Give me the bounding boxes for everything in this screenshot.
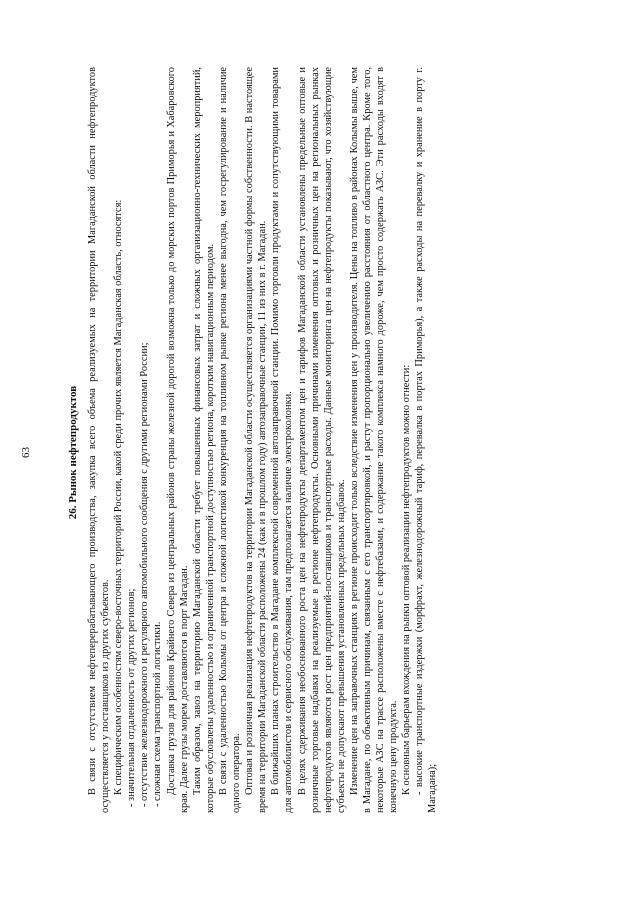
page-number: 63 [20,447,32,458]
paragraph: - высокие транспортные издержки (морфрахт, железнодорожный тариф, перевалка в портах Приморья), а также расходы на перевалку и хранение в порту г. Магадана); [414,67,439,813]
section-heading: 26. Рынок нефтепродуктов [67,385,79,520]
paragraph: К специфическим особенностям северо-восточных территорий России, какой среди прочих является Магаданская область, относятся: [113,199,125,795]
paragraph: Изменение цен на заправочных станциях в регионе происходит только вследствие изменения цен у производителя. Цены на топливо в районах Колымы выше, чем в Магадане, по объективным причинам, связанным с его транспортировкой, и растут пропорционально увеличению расстояния от областного центра. Кроме того, некоторые АЗС на трассе расположены вместе с нефтебазами, и содержание такого комплекса намного дороже, чем просто содержать АЗС. Эти расходы входят в конечную цену продукта. [348,67,400,813]
paragraph: К основным барьерам вхождения на рынки оптовой реализации нефтепродуктов можно отнести: [401,364,413,795]
list-item: - отсутствие железнодорожного и регулярного автомобильного сообщения с другими регионами России; [139,342,151,807]
paragraph: Доставка грузов для районов Крайнего Севера из центральных районов страны железной дорогой возможна только до морских портов Приморья и Хабаровского края. Далее грузы морем доставляются в порт Магадан. [165,67,190,813]
document-body [86,67,440,813]
paragraph: В ближайших планах строительство в Магадане комплексной современной автозаправочной станции. Помимо торговли продуктами и сопутствующими товарами для автомобилистов и сервисного обслуживания, там предполагается наличие электроколонки. [270,67,295,813]
paragraph: В связи с отсутствием нефтеперерабатывающего производства, закупка всего объема реализуемых на территории Магаданской области нефтепродуктов осуществляется у поставщиков из других субъектов. [87,67,112,813]
paragraph: В связи с удаленностью Колымы от центра и сложной логистикой конкуренция на топливном рынке региона менее выгодна, чем госрегулирование и наличие одного оператора. [217,67,243,813]
list-item: - сложная схема транспортной логистики. [152,621,164,807]
paragraph: Оптовая и розничная реализация нефтепродуктов на территории Магаданской области осуществляется организациями частной формы собственности. В настоящее время на территории Магаданской области расположены 24 (как и в прошлом году) автозаправочные станции, 11 из них в г. Магадан. [244,67,269,813]
paragraph: В целях сдерживания необоснованного роста цен на нефтепродукты департаментом цен и тарифов Магаданской области установлены предельные оптовые и розничные торговые надбавки на реализуемые в регионе нефтепродукты. Основными причинами изменения оптовых и розничных цен на региональных рынках нефтепродуктов являются рост цен предприятий-поставщиков и транспортные расходы. Данные мониторинга цен на нефтепродукты показывают, что хозяйствующие субъекты не допускают превышения установленных предельных надбавок. [296,67,347,813]
list-item: - значительная отдаленность от других регионов; [126,588,138,807]
paragraph: Таким образом, завоз на территорию Магаданской области требует повышенных финансовых затрат и сложных организационно-технических мероприятий, которые обусловлены удаленностью и ограниченной транспортной доступностью региона, коротким навигационным периодом. [191,67,216,813]
